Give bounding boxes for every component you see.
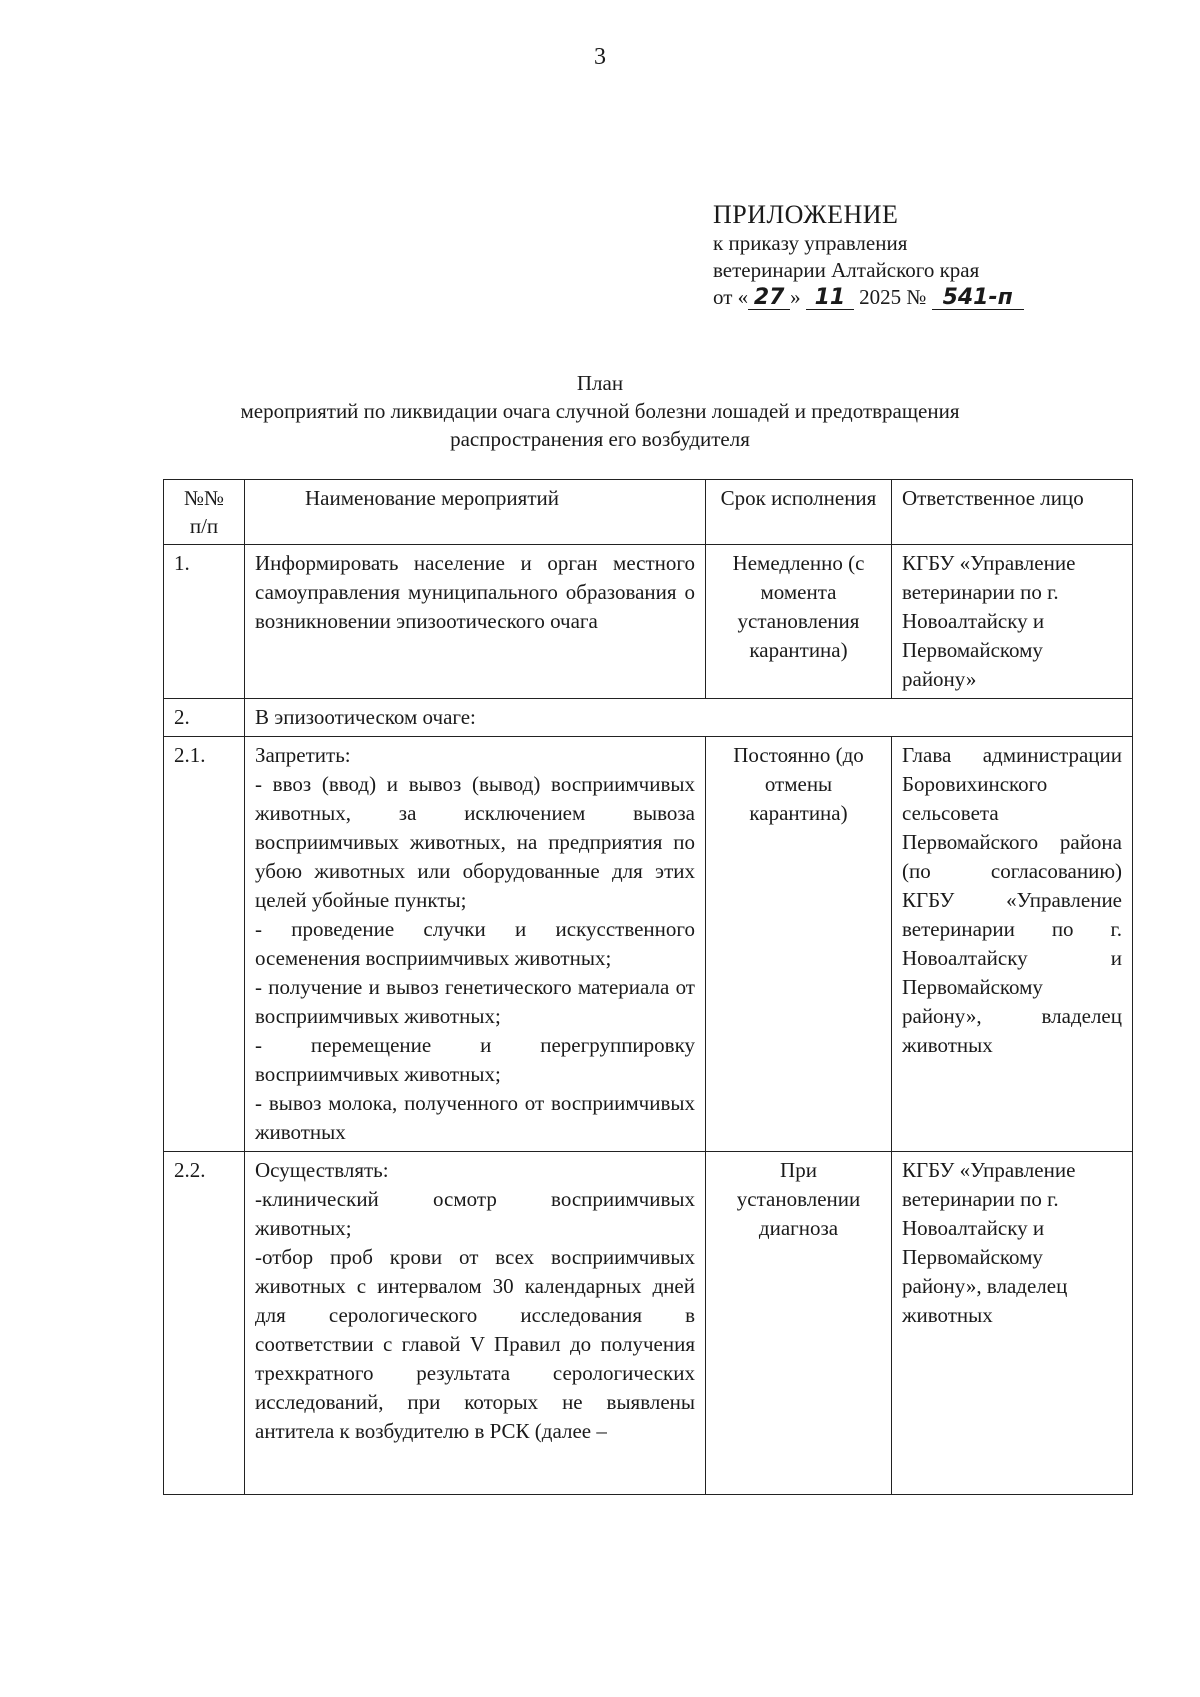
table-row	[164, 1152, 1133, 1495]
table-header-row	[164, 480, 1133, 545]
handwritten-month: 11	[806, 287, 854, 310]
appendix-block	[713, 200, 1024, 311]
row-section-title: В эпизоотическом очаге:	[245, 699, 1133, 737]
table-row	[164, 737, 1133, 1152]
appendix-line-2: ветеринарии Алтайского края	[713, 258, 980, 282]
row-num: 2.1.	[164, 737, 245, 1152]
row-term: Постоянно (до отмены карантина)	[706, 737, 892, 1152]
row-name-title: Осуществлять:	[255, 1158, 389, 1182]
appendix-line-1: к приказу управления	[713, 231, 908, 255]
row-term: При установлении диагноза	[706, 1152, 892, 1495]
table-row	[164, 545, 1133, 699]
plan-title-block	[0, 369, 1200, 453]
appendix-date-line	[713, 284, 1024, 311]
row-num: 2.2.	[164, 1152, 245, 1495]
date-prefix: от «	[713, 285, 749, 309]
row-num: 1.	[164, 545, 245, 699]
appendix-title: ПРИЛОЖЕНИЕ	[713, 200, 899, 229]
row-name-item: -отбор проб крови от всех восприимчивых животных с интервалом 30 календарных дней для серологического исследования в соответствии с главой V Правил до получения трехкратного результата серологических исследований, при которых не выявлены антитела к возбудителю в РСК (далее –	[255, 1245, 695, 1443]
plan-title: План	[576, 371, 624, 395]
header-name: Наименование мероприятий	[245, 480, 706, 545]
page-number: 3	[594, 44, 606, 70]
row-name-title: Запретить:	[255, 743, 351, 767]
row-name: Информировать население и орган местного самоуправления муниципального образования о возникновении эпизоотического очага	[245, 545, 706, 699]
row-responsible: Глава администрации Боровихинского сельсовета Первомайского района (по согласованию) КГБУ «Управление ветеринарии по г. Новоалтайску и Первомайскому району», владелец животных	[892, 737, 1133, 1152]
row-name-item: -клинический осмотр восприимчивых животных;	[255, 1187, 695, 1240]
date-mid: »	[790, 285, 801, 309]
year-and-number-sign: 2025 №	[859, 285, 927, 309]
row-num: 2.	[164, 699, 245, 737]
header-responsible: Ответственное лицо	[892, 480, 1133, 545]
row-term: Немедленно (с момента установления карантина)	[706, 545, 892, 699]
row-responsible: КГБУ «Управление ветеринарии по г. Новоалтайску и Первомайскому району»	[892, 545, 1133, 699]
table-row	[164, 699, 1133, 737]
row-name-item: - перемещение и перегруппировку восприимчивых животных;	[255, 1033, 695, 1086]
header-num: №№ п/п	[164, 480, 245, 545]
plan-subtitle-2: распространения его возбудителя	[450, 427, 750, 451]
handwritten-day: 27	[748, 287, 790, 310]
measures-table	[163, 479, 1133, 1495]
handwritten-order-number: 541-п	[932, 287, 1024, 310]
row-name-item: - проведение случки и искусственного осеменения восприимчивых животных;	[255, 917, 695, 970]
row-name-item: - получение и вывоз генетического материала от восприимчивых животных;	[255, 975, 695, 1028]
row-name-item: - вывоз молока, полученного от восприимчивых животных	[255, 1091, 695, 1144]
row-responsible: КГБУ «Управление ветеринарии по г. Новоалтайску и Первомайскому району», владелец животных	[892, 1152, 1133, 1495]
header-term: Срок исполнения	[706, 480, 892, 545]
row-name-item: - ввоз (ввод) и вывоз (вывод) восприимчивых животных, за исключением вывоза восприимчивых животных, на предприятия по убою животных или оборудованные для этих целей убойные пункты;	[255, 772, 695, 912]
row-name	[245, 1152, 706, 1495]
row-name	[245, 737, 706, 1152]
plan-subtitle-1: мероприятий по ликвидации очага случной болезни лошадей и предотвращения	[240, 399, 960, 423]
